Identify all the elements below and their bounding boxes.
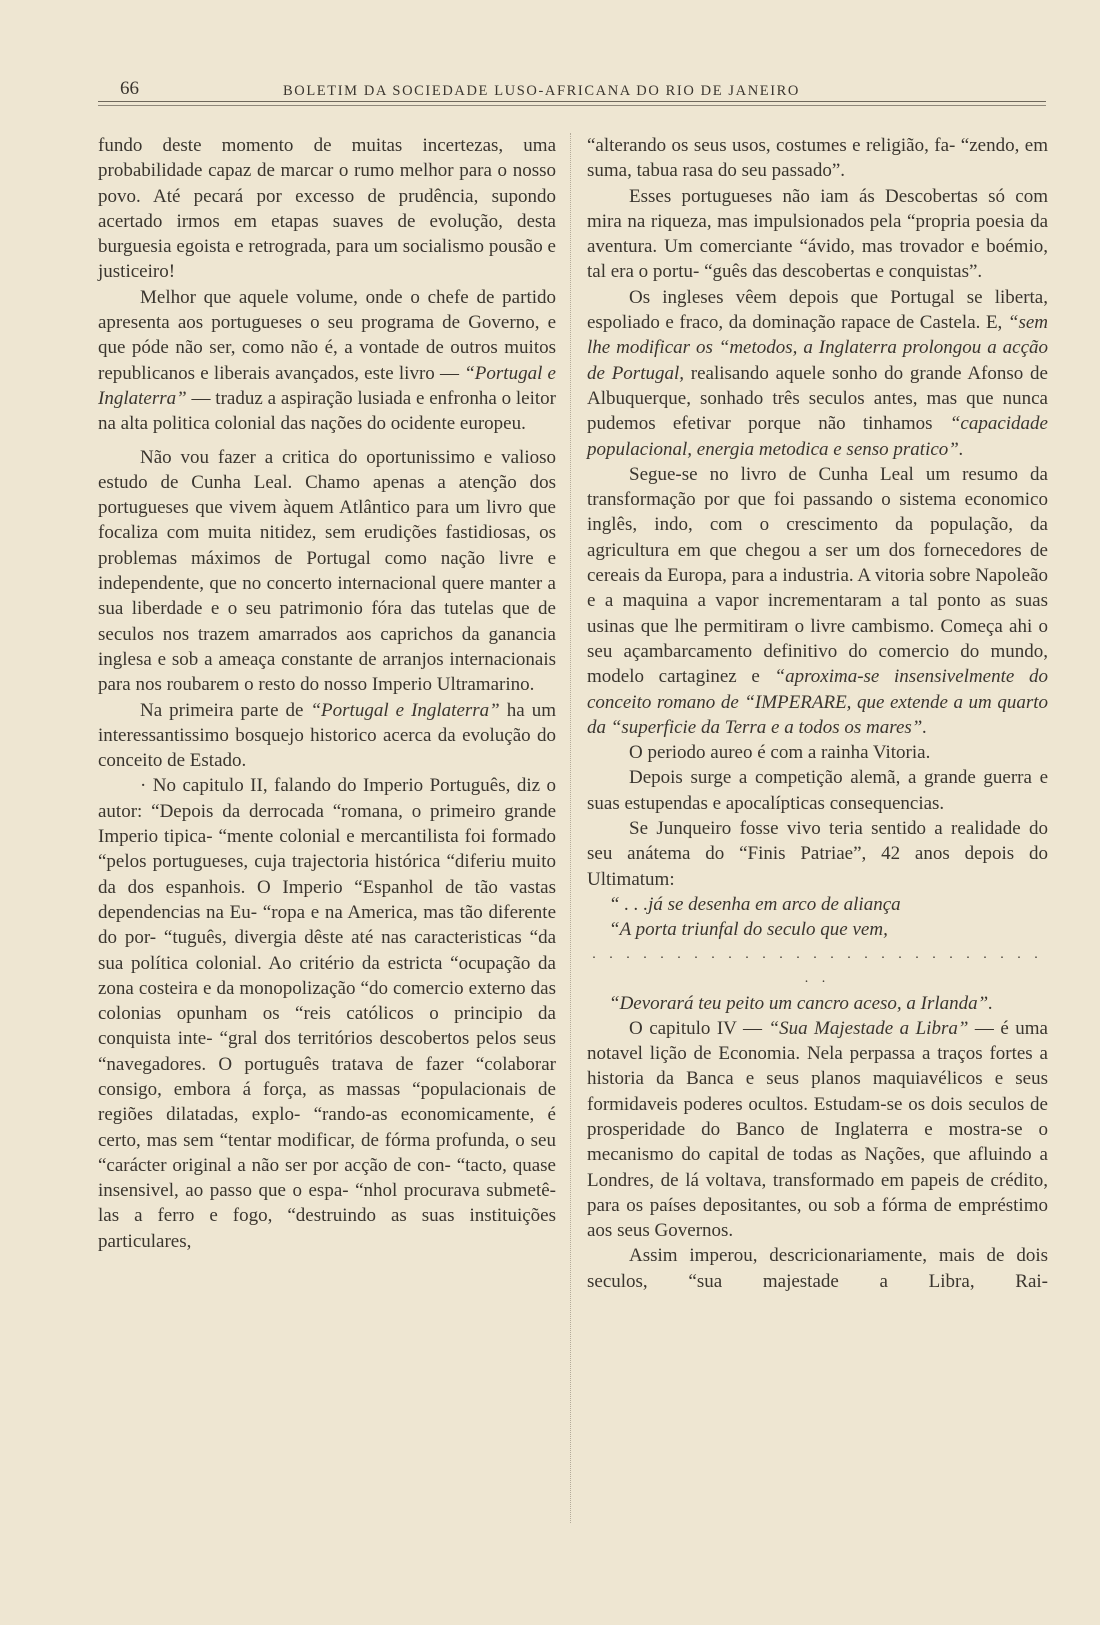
running-title: BOLETIM DA SOCIEDADE LUSO-AFRICANA DO RIO DE JANEIRO (283, 83, 800, 99)
ellipsis-line: . . . . . . . . . . . . . . . . . . . . . . . . . . . . . (592, 946, 1043, 986)
right-column (587, 133, 1048, 1294)
text-run: O capitulo IV — (629, 1017, 769, 1039)
left-column (98, 133, 556, 1254)
poem-line: “Devorará teu peito um cancro aceso, a Irlanda”. (609, 992, 993, 1014)
text-run: Segue-se no livro de Cunha Leal um resumo da transformação por que foi passando o sistema economico inglês, indo, com o crescimento da população, da agricultura em que chegou a ser um dos fornecedores de cereais da Europa, para a industria. A vitoria sobre Napoleão e a maquina a vapor incrementaram a tal ponto as suas usinas que lhe permitiram o livre cambismo. Começa ahi o seu açambarcamento definitivo do comercio do mundo, modelo cartaginez e (587, 463, 1048, 688)
paragraph (98, 285, 556, 437)
header-rule-top (98, 101, 1046, 102)
column-divider (570, 133, 571, 1523)
book-title: “Portugal e Inglaterra” (310, 699, 500, 721)
chapter-title: “Sua Majestade a Libra” (768, 1017, 969, 1039)
page-header (98, 72, 1046, 100)
paragraph: O periodo aureo é com a rainha Vitoria. (629, 742, 931, 764)
quotation: “capacidade populacional, energia metodica e senso pratico”. (587, 413, 1048, 460)
paragraph (587, 285, 1048, 462)
paragraph: Depois surge a competição alemã, a grande guerra e suas estupendas e apocalípticas consequencias. (587, 767, 1048, 814)
text-run: — é uma notavel lição de Economia. Nela perpassa a traços fortes a historia da Banca e seus planos maquiavélicos e seus formidaveis poderes ocultos. Estudam-se os dois seculos de prosperidade do Banco de Inglaterra e mostra-se o mecanismo do capital de todas as Nações, que afluindo a Londres, de lá voltava, transformado em papeis de crédito, para os países depositantes, ou sob a fórma de empréstimo aos seus Governos. (587, 1017, 1048, 1242)
text-run: Melhor que aquele volume, onde o chefe de partido apresenta aos portugueses o seu programa de Governo, e que póde não ser, como não é, a vontade de outros muitos republicanos e liberais avançados, este livro — (98, 286, 556, 384)
paragraph: Se Junqueiro fosse vivo teria sentido a realidade do seu anátema do “Finis Patriae”, 42 anos depois do Ultimatum: (587, 818, 1048, 890)
quotation: “aproxima-se insensivelmente do conceito romano de “IMPERARE, que extende a um quarto da “superficie da Terra e a todos os mares”. (587, 666, 1048, 738)
paragraph (587, 462, 1048, 740)
poem-line: “ . . .já se desenha em arco de aliança (609, 893, 901, 915)
paragraph: “alterando os seus usos, costumes e religião, fa- “zendo, em suma, tabua rasa do seu passado”. (587, 135, 1048, 182)
book-title: “Portugal e Inglaterra” (98, 362, 556, 409)
paragraph (98, 698, 556, 774)
text-run: — traduz a aspiração lusiada e enfronha o leitor na alta politica colonial das nações do ocidente europeu. (98, 387, 556, 435)
quotation: “sem lhe modificar os “metodos, a Inglaterra prolongou a acção de Portugal, (587, 312, 1048, 384)
text-run: realisando aquele sonho do grande Afonso de Albuquerque, sonhado três seculos antes, mas que nunca pudemos efetivar porque não tinhamos (587, 362, 1048, 435)
paragraph: fundo deste momento de muitas incertezas, uma probabilidade capaz de marcar o rumo melhor para o nosso povo. Até pecará por excesso de prudência, supondo acertado irmos em etapas suaves de evolução, desta burguesia egoista e retrograda, para um socialismo pousão e justiceiro! (98, 135, 556, 283)
paragraph: · No capitulo II, falando do Imperio Português, diz o autor: “Depois da derrocada “romana, o primeiro grande Imperio tipica- “mente colonial e mercantilista foi formado “pelos portugueses, cuja trajectoria histórica “diferiu muito da dos espanhois. O Imperio “Espanhol de tão vastas dependencias na Eu- “ropa e na America, mas tão diferente do por- “tuguês, divergia dêste até nas caracteristicas “da sua política colonial. Ao critério da estricta “ocupação da zona costeira e da monopolização “do comercio externo das colonias opunham os “reis católicos o principio da conquista inte- “gral dos territórios descobertos pelos seus “navegadores. O português tratava de fazer “colaborar consigo, embora á força, as massas “populacionais de regiões dilatadas, explo- “rando-as economicamente, é certo, mas sem “tentar modificar, de fórma profunda, o seu “carácter original a não ser por acção de con- “tacto, quase insensivel, ao passo que o espa- “nhol procurava submetê-las a ferro e fogo, “destruindo as suas instituições particulares, (98, 775, 556, 1252)
paragraph: Assim imperou, descricionariamente, mais de dois seculos, “sua majestade a Libra, Rai- (587, 1245, 1048, 1292)
poem-line: “A porta triunfal do seculo que vem, (609, 919, 888, 941)
header-rule-bottom (98, 105, 1046, 106)
paragraph: Esses portugueses não iam ás Descobertas só com mira na riqueza, mas impulsionados pela “propria poesia da aventura. Um comerciante “ávido, mas trovador e boémio, tal era o portu- “guês das descobertas e conquistas”. (587, 185, 1048, 283)
text-run: Na primeira parte de (140, 699, 311, 721)
page-number: 66 (120, 78, 139, 99)
paragraph (587, 1016, 1048, 1244)
paragraph: Não vou fazer a critica do oportunissimo e valioso estudo de Cunha Leal. Chamo apenas a atenção dos portugueses que vivem àquem Atlântico para um livro que focaliza com muita nitidez, sem erudições fastidiosas, os problemas máximos de Portugal como nação livre e independente, que no concerto internacional quere manter a sua liberdade e o seu patrimonio fóra das tutelas que de seculos nos trazem amarrados aos caprichos da ganancia inglesa e sob a ameaça constante de arranjos internacionais para nos roubarem o resto do nosso Imperio Ultramarino. (98, 446, 556, 696)
text-run: ha um interessantissimo bosquejo historico acerca da evolução do conceito de Estado. (98, 699, 556, 772)
text-run: Os ingleses vêem depois que Portugal se liberta, espoliado e fraco, da dominação rapace de Castela. E, (587, 286, 1048, 334)
